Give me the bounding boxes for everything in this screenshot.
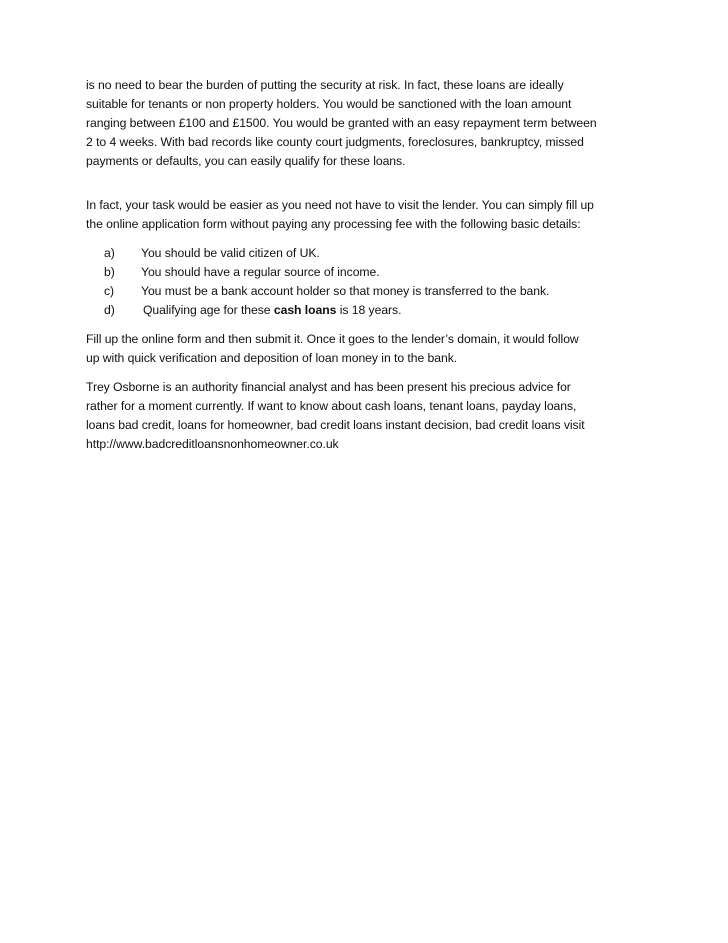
list-marker: b): [104, 265, 115, 279]
text-line: rather for a moment currently. If want to know about cash loans, tenant loans, payday loans,: [86, 399, 577, 413]
text-line: ranging between £100 and £1500. You would be granted with an easy repayment term between: [86, 116, 597, 130]
paragraph-spacer: [86, 368, 660, 378]
document-page: [86, 76, 660, 454]
text-line: loans bad credit, loans for homeowner, bad credit loans instant decision, bad credit loans visit: [86, 418, 585, 432]
paragraph-application: [86, 196, 660, 234]
text-line: 2 to 4 weeks. With bad records like county court judgments, foreclosures, bankruptcy, missed: [86, 135, 584, 149]
list-item-text: You must be a bank account holder so that money is transferred to the bank.: [141, 284, 550, 298]
list-item-text: [141, 301, 401, 320]
paragraph-spacer: [86, 171, 660, 196]
paragraph-spacer: [86, 234, 660, 244]
website-url-text: http://www.badcreditloansnonhomeowner.co.uk: [86, 437, 339, 451]
text-line: Fill up the online form and then submit it. Once it goes to the lender’s domain, it would follow: [86, 332, 579, 346]
list-marker: d): [104, 303, 115, 317]
list-item-text-after: is 18 years.: [336, 303, 402, 317]
text-line: payments or defaults, you can easily qualify for these loans.: [86, 154, 406, 168]
list-item-text: You should be valid citizen of UK.: [141, 246, 320, 260]
list-marker: a): [104, 246, 115, 260]
list-item-text-before: Qualifying age for these: [143, 303, 274, 317]
list-item: [86, 244, 660, 263]
list-item: [86, 301, 660, 320]
list-item-text: You should have a regular source of income.: [141, 265, 380, 279]
paragraph-loan-terms: [86, 76, 660, 171]
list-item: [86, 263, 660, 282]
text-line: In fact, your task would be easier as you need not have to visit the lender. You can simply fill up: [86, 198, 594, 212]
paragraph-author-bio: [86, 378, 660, 454]
list-marker: c): [104, 284, 115, 298]
paragraph-spacer: [86, 320, 660, 330]
requirements-list: [86, 244, 660, 320]
list-item: [86, 282, 660, 301]
paragraph-submit: [86, 330, 660, 368]
text-line: suitable for tenants or non property holders. You would be sanctioned with the loan amount: [86, 97, 572, 111]
text-line: is no need to bear the burden of putting the security at risk. In fact, these loans are ideally: [86, 78, 564, 92]
text-line: the online application form without paying any processing fee with the following basic details:: [86, 217, 581, 231]
text-line: up with quick verification and deposition of loan money in to the bank.: [86, 351, 458, 365]
text-line: Trey Osborne is an authority financial analyst and has been present his precious advice for: [86, 380, 571, 394]
cash-loans-bold-text: cash loans: [273, 303, 337, 317]
